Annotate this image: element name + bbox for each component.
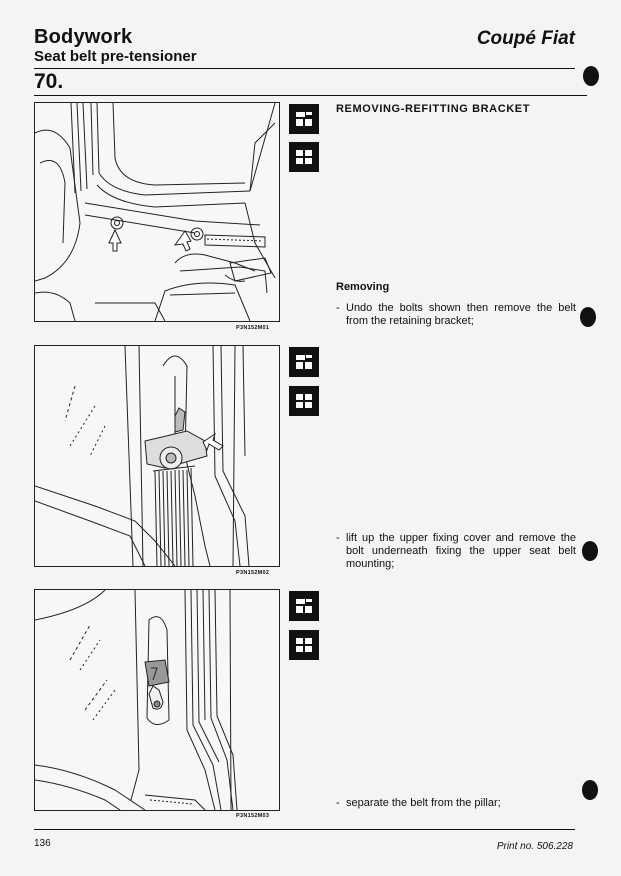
binder-hole-icon (580, 307, 596, 327)
print-number: Print no. 506.228 (496, 841, 573, 852)
footer-rule (34, 829, 575, 830)
page-number: 136 (34, 838, 51, 849)
step-3 (336, 797, 576, 810)
figure-1-code: P3N152M01 (236, 325, 270, 331)
removing-refitting-icon (289, 104, 319, 134)
figure-3-illustration (34, 589, 280, 811)
figure-3-code: P3N152M03 (236, 813, 270, 819)
workshop-operation-icon (289, 630, 319, 660)
step-bullet: - (336, 532, 340, 544)
removing-refitting-icon (289, 347, 319, 377)
procedure-subheading: Removing (336, 281, 390, 293)
step-bullet: - (336, 797, 340, 809)
step-2 (336, 532, 576, 571)
binder-hole-icon (582, 541, 598, 561)
subsection-title: Seat belt pre-tensioner (34, 48, 197, 65)
section-number: 70. (34, 70, 64, 93)
step-1 (336, 302, 576, 328)
figure-2-illustration (34, 345, 280, 567)
section-rule (34, 95, 587, 96)
procedure-heading: REMOVING-REFITTING BRACKET (336, 103, 531, 115)
figure-2-code: P3N152M02 (236, 570, 270, 576)
step-text: lift up the upper fixing cover and remove the bolt underneath fixing the upper seat belt mounting; (346, 532, 576, 570)
figure-1-illustration (34, 102, 280, 322)
step-text: Undo the bolts shown then remove the belt from the retaining bracket; (346, 302, 576, 327)
section-title: Bodywork (34, 26, 133, 48)
workshop-operation-icon (289, 386, 319, 416)
binder-hole-icon (582, 780, 598, 800)
step-bullet: - (336, 302, 340, 314)
brand-name: Coupé Fiat (476, 28, 575, 49)
workshop-operation-icon (289, 142, 319, 172)
header-rule (34, 68, 575, 69)
step-text: separate the belt from the pillar; (346, 797, 501, 809)
binder-hole-icon (583, 66, 599, 86)
removing-refitting-icon (289, 591, 319, 621)
